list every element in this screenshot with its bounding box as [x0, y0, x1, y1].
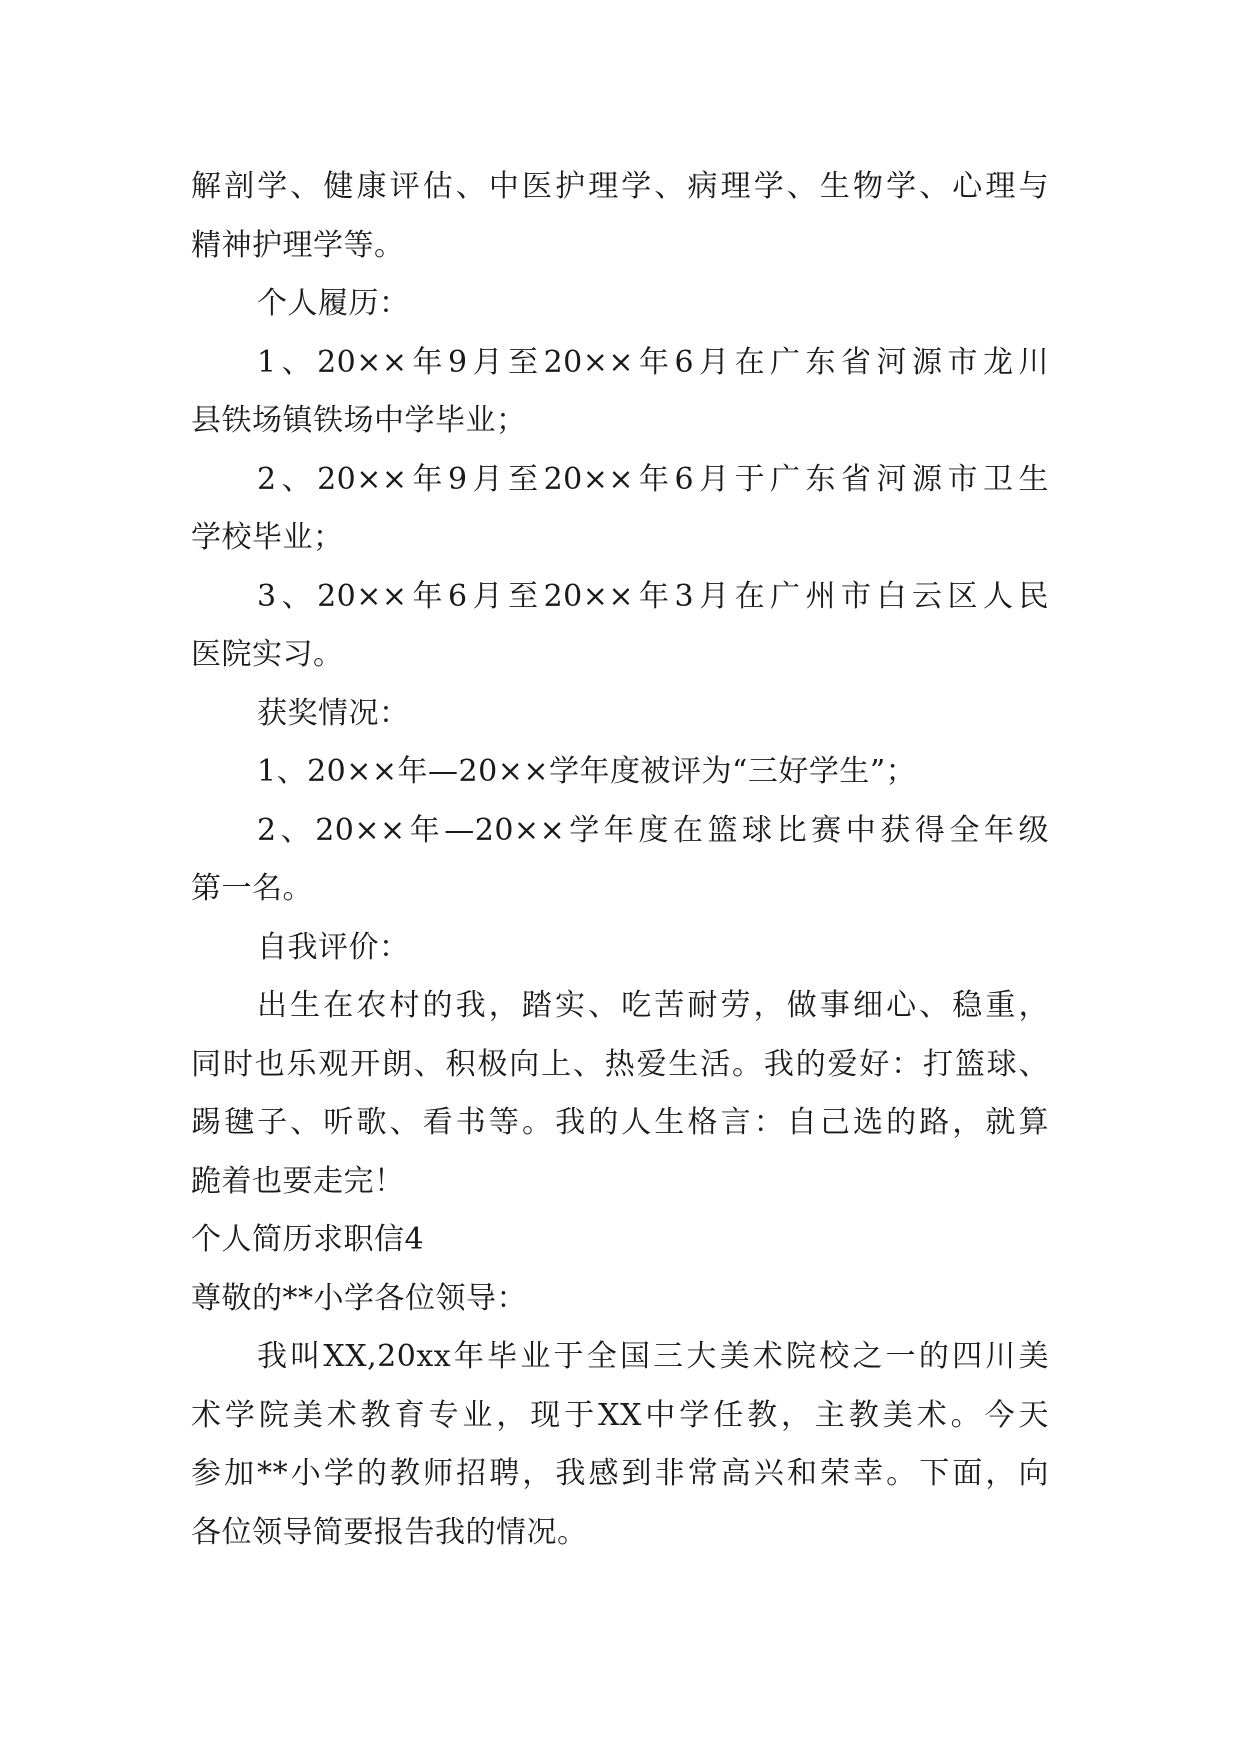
text-line: 2、20××年—20××学年度在篮球比赛中获得全年级 — [257, 812, 1049, 848]
text-line: 2、20××年9月至20××年6月于广东省河源市卫生 — [257, 461, 1049, 497]
text-line: 参加**小学的教师招聘，我感到非常高兴和荣幸。下面，向 — [191, 1456, 1049, 1491]
text-line: 个人履历： — [257, 286, 410, 321]
text-line: 自我评价： — [257, 929, 410, 965]
text-line: 各位领导简要报告我的情况。 — [191, 1514, 588, 1550]
text-line: 1、20××年9月至20××年6月在广东省河源市龙川 — [257, 344, 1049, 380]
text-line: 获奖情况： — [257, 695, 410, 731]
text-line: 医院实习。 — [191, 637, 344, 672]
text-line: 第一名。 — [191, 871, 313, 906]
text-line: 学校毕业； — [191, 520, 344, 555]
text-line: 我叫XX,20xx年毕业于全国三大美术院校之一的四川美 — [257, 1339, 1049, 1374]
text-line: 尊敬的**小学各位领导： — [191, 1280, 527, 1316]
text-line: 3、20××年6月至20××年3月在广州市白云区人民 — [257, 578, 1049, 614]
text-line: 精神护理学等。 — [191, 227, 405, 263]
document-body — [191, 158, 1049, 1562]
text-line: 县铁场镇铁场中学毕业； — [191, 403, 527, 438]
text-line: 术学院美术教育专业，现于XX中学任教，主教美术。今天 — [191, 1397, 1049, 1433]
text-line: 出生在农村的我，踏实、吃苦耐劳，做事细心、稳重， — [257, 988, 1049, 1023]
text-line: 解剖学、健康评估、中医护理学、病理学、生物学、心理与 — [191, 169, 1049, 204]
text-line: 同时也乐观开朗、积极向上、热爱生活。我的爱好：打篮球、 — [191, 1046, 1049, 1082]
text-line: 个人简历求职信4 — [191, 1222, 425, 1257]
text-line: 踢毽子、听歌、看书等。我的人生格言：自己选的路，就算 — [191, 1105, 1049, 1140]
text-line: 1、20××年—20××学年度被评为“三好学生”； — [257, 754, 917, 789]
text-line: 跪着也要走完！ — [191, 1163, 405, 1199]
